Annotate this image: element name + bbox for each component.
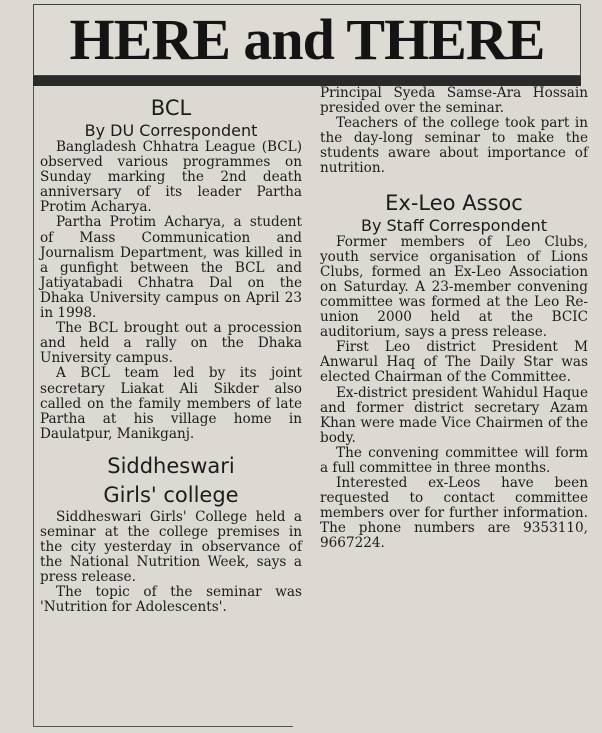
headline-exleo: Ex-Leo Assoc [385, 190, 523, 215]
headline-bcl: BCL [150, 96, 192, 120]
bcl-paragraph: Partha Protim Acharya, a student of Mass Communication and Journalism Department, was killed in a gunfight between the BCL and Jatiyatabadi Chhatra Dal on the Dhaka University campus on April 23 in 1998. [40, 214, 302, 322]
headline-siddheswari-line1: Siddheswari [107, 453, 235, 478]
column-frame-rule [33, 86, 34, 726]
siddheswari-continued-paragraph: Principal Syeda Samse-Ara Hossain presided over the seminar. [320, 85, 588, 117]
exleo-paragraph: The convening committee will form a full committee in three months. [320, 444, 588, 476]
exleo-paragraph: First Leo district President M Anwarul Haq of The Daily Star was elected Chairman of the Committee. [320, 339, 588, 386]
siddheswari-continued-paragraph: Teachers of the college took part in the day-long seminar to make the students aware about importance of nutrition. [320, 115, 588, 177]
left-column [40, 88, 302, 616]
bcl-paragraph: A BCL team led by its joint secretary Liakat Ali Sikder also called on the family members of late Partha at his village home in Daulatpur, Manikganj. [40, 365, 302, 442]
byline-bcl: By DU Correspondent [84, 121, 258, 140]
article-siddheswari [40, 452, 302, 616]
exleo-paragraph: Ex-district president Wahidul Haque and former district secretary Azam Khan were made Vice Chairmen of the body. [320, 384, 588, 446]
masthead-title: HERE and THERE [69, 7, 545, 72]
headline-siddheswari-line2: Girls' college [103, 482, 239, 507]
bcl-paragraph: Bangladesh Chhatra League (BCL) observed various programmes on Sunday marking the 2nd death anniversary of its leader Partha Protim Acharya. [40, 139, 302, 216]
siddheswari-continued [320, 86, 588, 177]
article-exleo [320, 191, 588, 552]
siddheswari-paragraph: The topic of the seminar was 'Nutrition for Adolescents'. [40, 584, 302, 616]
bcl-paragraph: The BCL brought out a procession and held a rally on the Dhaka University campus. [40, 320, 302, 367]
exleo-paragraph: Interested ex-Leos have been requested to contact committee members over for further information. The phone numbers are 9353110, 9667224. [320, 475, 588, 552]
byline-exleo: By Staff Correspondent [360, 215, 548, 235]
article-bcl [40, 96, 302, 442]
right-column [320, 86, 588, 552]
masthead-box [33, 4, 581, 76]
exleo-paragraph: Former members of Leo Clubs, youth service organisation of Lions Clubs, formed an Ex-Leo Association on Saturday. A 23-member convening committee was formed at the Leo Re-union 2000 held at the BCIC auditorium, says a press release. [320, 233, 588, 341]
siddheswari-paragraph: Siddheswari Girls' College held a seminar at the college premises in the city yesterday in observance of the National Nutrition Week, says a press release. [40, 508, 302, 586]
column-bottom-rule [33, 726, 293, 727]
